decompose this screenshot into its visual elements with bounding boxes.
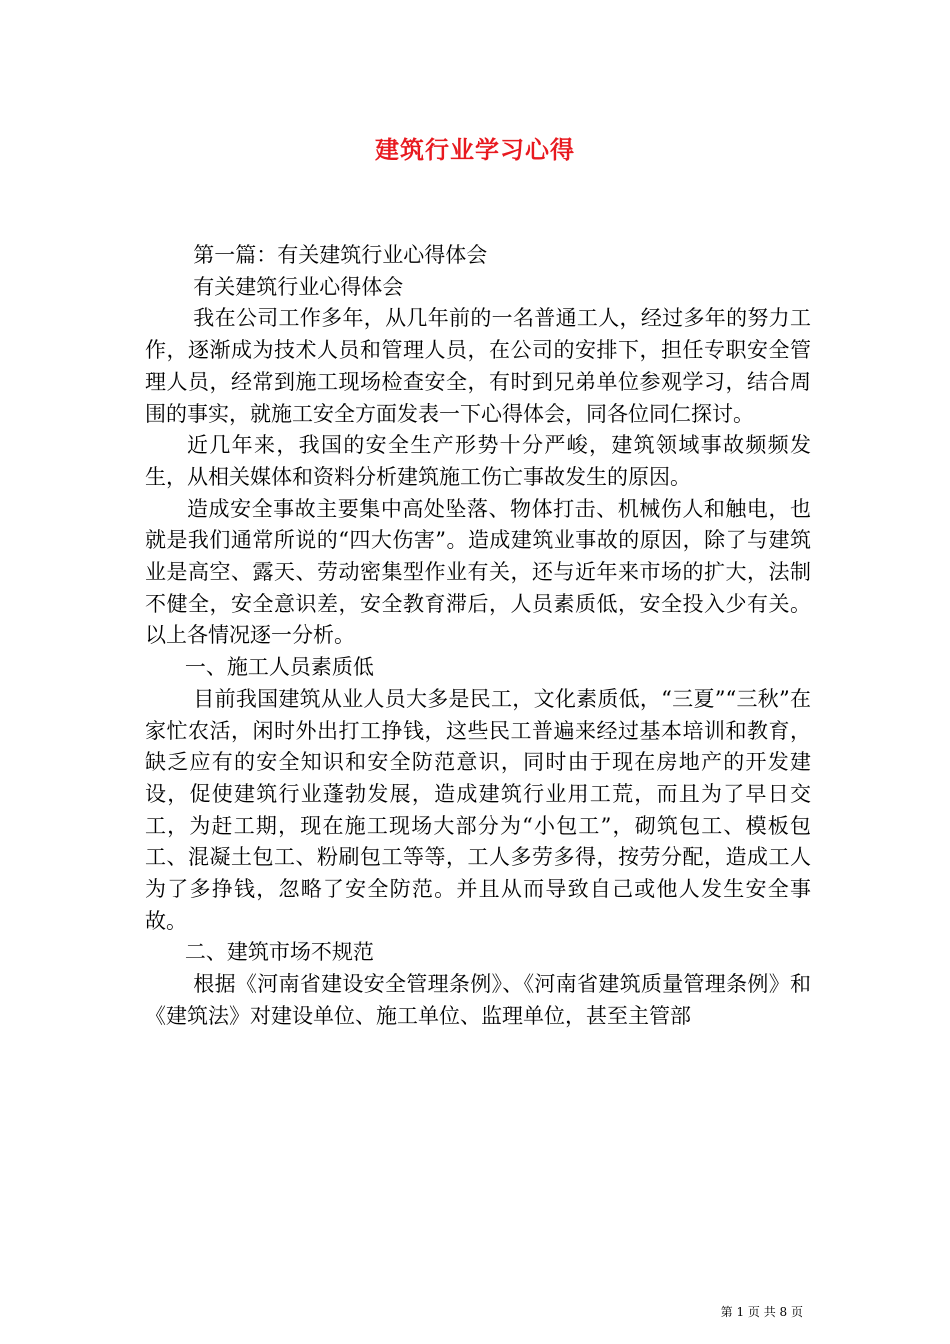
paragraph: 造成安全事故主要集中高处坠落、物体打击、机械伤人和触电，也就是我们通常所说的“四大伤害”。造成建筑业事故的原因，除了与建筑业是高空、露天、劳动密集型作业有关，还与近年来市场的扩大，法制不健全，安全意识差，安全教育滞后，人员素质低，安全投入少有关。以上各情况逐一分析。: [145, 496, 811, 648]
paragraph: 目前我国建筑从业人员大多是民工，文化素质低，“三夏”“三秋”在家忙农活，闲时外出打工挣钱，这些民工普遍来经过基本培训和教育，缺乏应有的安全知识和安全防范意识，同时由于现在房地产的开发建设，促使建筑行业蓬勃发展，造成建筑行业用工荒，而且为了早日交工，为赶工期，现在施工现场大部分为“小包工”，砌筑包工、模板包工、混凝土包工、粉刷包工等等，工人多劳多得，按劳分配，造成工人为了多挣钱，忽略了安全防范。并且从而导致自己或他人发生安全事故。: [145, 686, 811, 933]
page-title: 建筑行业学习心得: [375, 135, 575, 164]
page-indicator: 第 1 页 共 8 页: [720, 1305, 803, 1319]
paragraph: 根据《河南省建设安全管理条例》、《河南省建筑质量管理条例》和《建筑法》对建设单位、施工单位、监理单位，甚至主管部: [145, 972, 811, 1028]
paragraph: 近几年来，我国的安全生产形势十分严峻，建筑领域事故频频发生，从相关媒体和资料分析建筑施工伤亡事故发生的原因。: [145, 433, 811, 489]
section-heading-2: 二、建筑市场不规范: [184, 940, 374, 965]
section-heading: 第一篇：有关建筑行业心得体会: [193, 243, 488, 267]
document-body: [145, 240, 811, 1033]
subtitle: 有关建筑行业心得体会: [193, 274, 404, 299]
section-heading-1: 一、施工人员素质低: [184, 655, 374, 680]
paragraph: 我在公司工作多年，从几年前的一名普通工人，经过多年的努力工作，逐渐成为技术人员和管理人员，在公司的安排下，担任专职安全管理人员，经常到施工现场检查安全，有时到兄弟单位参观学习，结合周围的事实，就施工安全方面发表一下心得体会，同各位同仁探讨。: [145, 306, 811, 426]
